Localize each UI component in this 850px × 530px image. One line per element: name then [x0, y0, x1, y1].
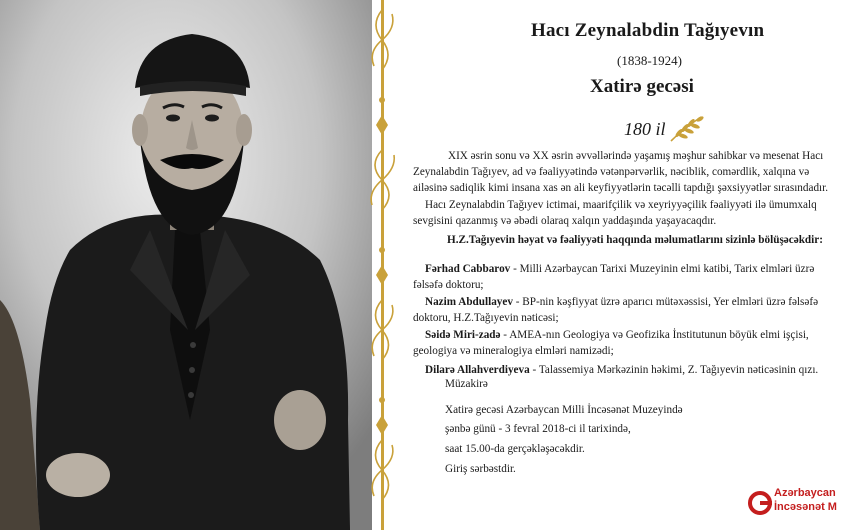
museum-logo-icon [748, 486, 772, 520]
speaker-entry [413, 362, 850, 378]
speaker-description: - Milli Azərbaycan Tarixi Muzeyinin elmi katibi, Tarix elmləri üzrə [510, 263, 815, 275]
date-text: şənbə günü - 3 fevral 2018-ci il tarixində, [445, 423, 631, 435]
museum-logo-text [774, 486, 837, 514]
anniversary-label: 180 il [624, 119, 666, 139]
logo-line: Azərbaycan [774, 487, 836, 499]
second-line: Hacı Zeynalabdin Tağıyev ictimai, maarifçilik və xeyriyyəçilik fəaliyyəti ilə ümumxalq [425, 199, 817, 211]
intro-line: Zeynalabdin Tağıyev, ad və fəaliyyətində vətənpərvərlik, nəciblik, comərdlik, xalqına və [413, 166, 810, 178]
intro-line: ailəsinə sadiqlik kimi insana xas ən ali keyfiyyətlərin təcəlli tapdığı şəxsiyyətlər sırasındadır. [413, 182, 829, 194]
speaker-description-cont: doktoru, H.Z.Tağıyevin nəticəsi; [413, 312, 559, 324]
laurel-branch-icon [667, 113, 707, 143]
speaker-entry [413, 261, 850, 293]
second-line: sevgisini qazanmış və əbədi olaraq xalqın yaddaşında yaşayacaqdır. [413, 215, 717, 227]
speaker-description-cont: fəlsəfə doktoru; [413, 279, 484, 291]
speaker-name: Nazim Abdullayev [425, 296, 513, 308]
portrait-photo [0, 0, 372, 530]
speaker-description-cont: geologiya və mineralogiya elmləri namizədi; [413, 345, 614, 357]
entry-text: Giriş sərbəstdir. [445, 463, 516, 475]
speaker-description: - Talassemiya Mərkəzinin həkimi, Z. Tağıyevin nəticəsinin qızı. [529, 364, 819, 376]
logo-line: İncəsənət M [774, 501, 837, 513]
text-panel [405, 0, 850, 530]
event-subtitle: Xatirə gecəsi [590, 76, 694, 97]
speaker-entry [413, 294, 850, 326]
page-title: Hacı Zeynalabdin Tağıyevın [531, 20, 765, 41]
life-years: (1838-1924) [617, 53, 682, 68]
intro-line: XIX əsrin sonu və XX əsrin əvvəllərində yaşamış məşhur sahibkar və mesenat Hacı [448, 150, 824, 162]
intro-paragraph [413, 148, 850, 196]
time-text: saat 15.00-da gerçəkləşəcəkdir. [445, 443, 585, 455]
speakers-heading: H.Z.Tağıyevin həyat və fəaliyyəti haqqında məlumatlarını sizinlə bölüşəcəkdir: [447, 234, 823, 246]
speaker-description: - AMEA-nın Geologiya və Geofizika İnstitutunun böyük elmi işçisi, [500, 329, 809, 341]
speaker-name: Səidə Miri-zadə [425, 329, 501, 341]
second-paragraph [413, 197, 850, 229]
speaker-entry [413, 327, 850, 359]
discussion-label: Müzakirə [445, 378, 488, 390]
gold-ornament-border [366, 0, 400, 530]
speaker-name: Dilarə Allahverdiyeva [425, 364, 530, 376]
speaker-description: - BP-nin kəşfiyyat üzrə aparıcı mütəxəssisi, Yer elmləri üzrə fəlsəfə [512, 296, 819, 308]
museum-logo [748, 486, 850, 526]
venue-text: Xatirə gecəsi Azərbaycan Milli İncəsənət Muzeyində [445, 404, 683, 416]
portrait-illustration [0, 0, 372, 530]
speaker-name: Fərhad Cabbarov [425, 263, 511, 275]
